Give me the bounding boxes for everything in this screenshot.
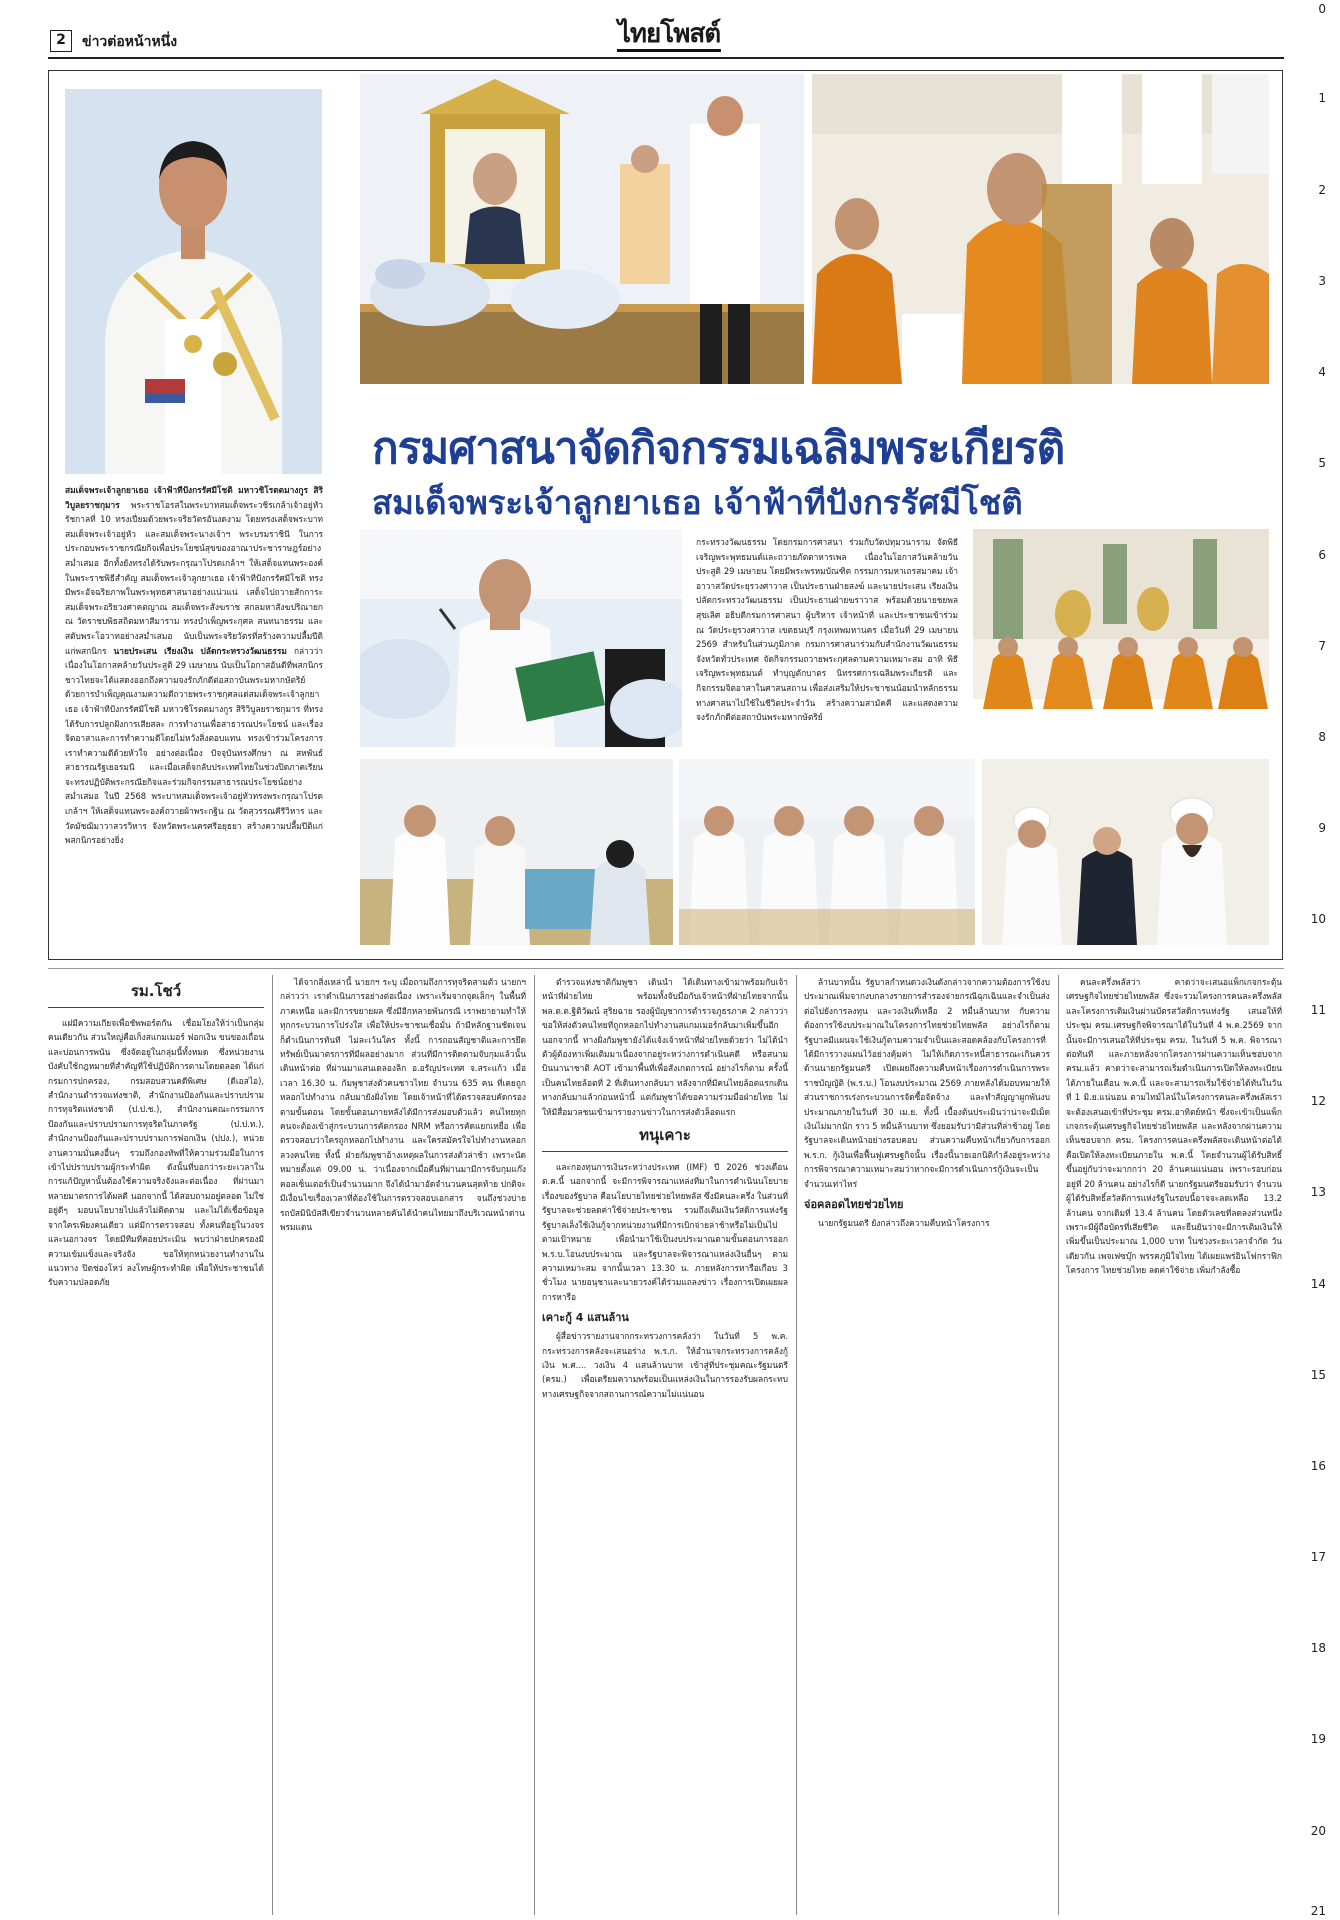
- column-1-heading: รม.โชว์: [48, 979, 264, 1008]
- feature-box: [48, 70, 1283, 960]
- row-number: 8: [1318, 730, 1326, 744]
- column-5-text: คนละครึ่งพลัสว่า คาดว่าจะเสนอแพ็กเกจกระตุ้นเศรษฐกิจไทยช่วยไทยพลัส ซึ่งจะรวมโครงการคนละครึ่งพลัส และโครงการเติมเงินผ่านบัตรสวัสดิการแห่งรัฐ เสนอให้ที่ประชุม ครม.เศรษฐกิจพิจารณาได้ในวันที่ 4 พ.ค.2569 จากนั้นจะมีการเสนอให้ที่ประชุม ครม. ในวันที่ 5 พ.ค. พิจารณาต่อทันที และภายหลังจากโครงการผ่านความเห็นชอบจาก ครม.แล้ว คาดว่าจะสามารถเริ่มดำเนินการเปิดให้ลงทะเบียนได้ภายในเดือน พ.ค.นี้ และจะสามารถเริ่มใช้จ่ายได้ทันในวันที่ 1 มิ.ย.แน่นอน ตามไทม์ไลน์ในโครงการคนละครึ่งพลัสเราจะต้องเสนอเข้าที่ประชุม ครม.อาทิตย์หน้า ซึ่งจะเข้าเป็นแพ็กเกจกระตุ้นเศรษฐกิจไทยช่วยไทยพลัส และหลังจากผ่านความเห็นชอบจาก ครม. โครงการคนละครึ่งพลัสจะเดินหน้าต่อได้ คือเปิดให้ลงทะเบียนภายใน พ.ค.นี้ โดยจำนวนผู้ได้รับสิทธิ์ขึ้นอยู่กับว่าจะมากกว่า 20 ล้านคนแน่นอน เพราะรอบก่อนอยู่ที่ 20 ล้านคน อย่างไรก็ดี นายกรัฐมนตรียอมรับว่า จำนวนผู้ได้รับสิทธิ์สวัสดิการแห่งรัฐในรอบนี้อาจจะลดเหลือ 13.2 ล้านคน จากเดิมที่ 13.4 ล้านคน โดยตัวเลขที่ลดลงส่วนหนึ่งเพราะมีผู้ถือบัตรที่เสียชีวิต และยืนยันว่าจะมีการเติมเงินให้เพิ่มขึ้นเป็นประมาณ 1,000 บาท ในช่วงระยะเวลาจำกัด วันเดียวกัน เพจเฟซบุ๊ก พรรคภูมิใจไทย ได้เผยแพร่อินโฟกราฟิกโครงการ ไทยช่วยไทย ลดค่าใช้จ่าย เพิ่มกำลังซื้อ: [1066, 977, 1282, 1276]
- headline: กรมศาสนาจัดกิจกรรมเฉลิมพระเกียรติ: [372, 423, 1065, 474]
- row-number: 7: [1318, 639, 1326, 653]
- row-number: 19: [1310, 1732, 1326, 1746]
- column-divider: [534, 975, 535, 1915]
- caption-text-2: กล่าวว่า เนื่องในโอกาสคล้ายวันประสูติ 29 เมษายน นับเป็นโอกาสอันดีที่พสกนิกรชาวไทยจะได้แสดงออกถึงความจงรักภักดีต่อสถาบันพระมหากษัตริย์ ด้วยการบำเพ็ญคุณงามความดีถวายพระราชกุศลแด่สมเด็จพระเจ้าลูกยาเธอ เจ้าฟ้าทีปังกรรัศมีโชติ มหาวชิโรตตมางกูร สิริวิบูลยราชกุมาร ที่ทรงได้รับการปลูกฝังการเสียสละ การทำงานเพื่อสาธารณประโยชน์ และเรื่องจิตอาสาและการทำความดีโดยไม่หวังสิ่งตอบแทน ทรงเข้าร่วมโครงการ เราทำความดีด้วยหัวใจ อย่างต่อเนื่อง ปัจจุบันทรงศึกษา ณ สหพันธ์สาธารณรัฐเยอรมนี และเมื่อเสด็จกลับประเทศไทยในช่วงปิดภาคเรียน จะทรงปฏิบัติพระกรณียกิจและร่วมกิจกรรมสาธารณประโยชน์อย่างสม่ำเสมอ ในปี 2568 พระบาทสมเด็จพระเจ้าอยู่หัวทรงพระกรุณาโปรดเกล้าฯ ให้เสด็จแทนพระองค์ถวายผ้าพระกฐิน ณ วัดสุวรรณคีรีวิหาร และวัดมัชฌิมาวาสวรวิหาร จังหวัดพระนครศรีอยุธยา สร้างความปลื้มปีติแก่พสกนิกรอย่างยิ่ง: [65, 645, 323, 846]
- monks-row-photo: [973, 529, 1269, 747]
- column-1-text: แฝมีความเกียจเพื่อชัพพอร์ตกัน เชื่อมโยงให้ว่าเป็นกลุ่มคนเดียวกัน ส่วนใหญ่คือเก็งสแกมเมอร์ ฟอกเงิน ขนของเถื่อน และบ่อนการพนัน ซึ่งจัดอยู่ในกลุ่มนี้ทั้งหมด ซึ่งหน่วยงานบังคับใช้กฎหมายที่สำคัญที่ใช้ปฏิบัติการตามโดยตลอด ได้แก่ กรมการปกครอง, กรมสอบสวนคดีพิเศษ (ดีเอสไอ), สำนักงานตำรวจแห่งชาติ, สำนักงานป้องกันและปราบปรามการทุจริตแห่งชาติ (ป.ป.ช.), สำนักงานคณะกรรมการป้องกันและปราบปรามการทุจริตในภาครัฐ (ป.ป.ท.), สำนักงานป้องกันและปราบปรามการฟอกเงิน (ปปง.), หน่วยงานความมั่นคงอื่นๆ รวมถึงกองทัพที่ให้ความร่วมมือในการเข้าไปปราบปรามผู้กระทำผิด ดังนั้นที่บอกว่าระยะเวลาในการแก้ปัญหานั้นต้องใช้ความจริงจังและต่อเนื่อง ที่ผ่านมาหลายมาตรการได้ผลดี นอกจากนี้ ได้สอบถามอยู่ตลอด ไม่ใช่อยู่ดีๆ มอบนโยบายไปแล้วไม่ติดตาม และไม่ได้เชื่อข้อมูลจากใครเพียงคนเดียว แต่มีการตรวจสอบ ทั้งคนที่อยู่ในวงจรและนอกวงจร โดยมีทีมที่คอยประเมิน พบว่าฝ่ายปกครองมีความเข้มแข็งและจริงจัง ขอให้ทุกหน่วยงานทำงานในแนวทาง ปิดช่องโหว่ ลงโทษผู้กระทำผิด เพื่อให้ประชาชนได้รับความปลอดภัย: [48, 1018, 264, 1288]
- column-divider: [1058, 975, 1059, 1915]
- middle-caption-text: กระทรวงวัฒนธรรม โดยกรมการศาสนา ร่วมกับวัดปทุมวนาราม จัดพิธีเจริญพระพุทธมนต์และถวายภัตตาหารเพล เนื่องในโอกาสวันคล้ายวันประสูติ 29 เมษายน โดยมีพระพรหมบัณฑิต กรรมการมหาเถรสมาคม เจ้าอาวาสวัดประยุรวงศาวาส เป็นประธานฝ่ายสงฆ์ และนายประเสน เรียงเงิน ปลัดกระทรวงวัฒนธรรม เป็นประธานฝ่ายฆราวาส พร้อมด้วยนายชยพล สุขเลิศ อธิบดีกรมการศาสนา ผู้บริหาร เจ้าหน้าที่ และประชาชนเข้าร่วม ณ วัดประยุรวงศาวาส เขตธนบุรี กรุงเทพมหานคร เมื่อวันที่ 29 เมษายน 2569 สำหรับในส่วนภูมิภาค กรมการศาสนาร่วมกับสำนักงานวัฒนธรรมจังหวัดทั่วประเทศ จัดกิจกรรมถวายพระกุศลตามความเหมาะสม อาทิ พิธีเจริญพระพุทธมนต์ ทำบุญตักบาตร นิทรรศการเฉลิมพระเกียรติ และกิจกรรมจิตอาสาในศาสนสถาน เพื่อส่งเสริมให้ประชาชนน้อมนำหลักธรรมทางศาสนาไปใช้ในชีวิตประจำวัน สร้างความสามัคคี และแสดงความจงรักภักดีต่อสถาบันพระมหากษัตริย์: [696, 537, 958, 723]
- column-2: [280, 975, 526, 1915]
- left-caption: [65, 483, 323, 953]
- row-number: 2: [1318, 183, 1326, 197]
- column-2-text: ได้จากสิ่งเหล่านี้ นายกฯ ระบุ เมื่อถามถึงการทุจริตสามตัว นายกฯ กล่าวว่า เราดำเนินการอย่างต่อเนื่อง เพราะเริ่มจากจุดเล็กๆ ในพื้นที่ภาคเหนือ และมีการขยายผล ซึ่งมีอีกหลายพันกรณี เราพยายามทำให้ทุกกระบวนการโปร่งใส เพื่อให้ประชาชนเชื่อมั่น ถ้ามีหลักฐานชัดเจนก็ดำเนินการทันที ไม่ละเว้นใคร ทั้งนี้ การถอนสัญชาติและการยึดทรัพย์เป็นมาตรการที่มีผลอย่างมาก ส่วนที่มีการติดตามจับกุมแล้วนั้นเดินหน้าต่อ ที่ผ่านมาแสนเดลองลิก อ.อรัญประเทศ จ.สระแก้ว เมื่อเวลา 16.30 น. กัมพูชาส่งตัวคนชาวไทย จำนวน 635 คน ที่เคยถูกหลอกไปทำงาน กลับมายังฝั่งไทย โดยเจ้าหน้าที่ได้ตรวจสอบคัดกรองตามขั้นตอน โดยขั้นตอนภายหลังได้มีการส่งมอบตัวแล้ว คนไทยทุกคนจะต้องเข้าสู่กระบวนการคัดกรอง NRM หรือการคัดแยกเหยื่อ เพื่อตรวจสอบว่าใครถูกหลอกไปทำงาน และใครสมัครใจไปทำงานหลอกลวงคนไทย ทั้งนี้ ฝ่ายกัมพูชาอ้างเหตุผลในการส่งตัวล่าช้า เพราะนัดหมายตั้งแต่ 09.00 น. ว่าเนื่องจากเมื่อคืนที่ผ่านมามีการจับกุมแก๊งคอลเซ็นเตอร์เป็นจำนวนมาก จึงได้นำมาอัดจำนวนคนสุดท้าย ปกติจะมีเงื่อนไขเรื่องเวลาที่ต้องใช้ในการตรวจสอบเอกสาร จนถึงช่วงบ่าย รถบัสมินิบัสสีเขียวจำนวนหลายคันได้นำคนไทยมาถึงบริเวณหน้าด่านพรมแดน: [280, 977, 526, 1232]
- speaker-photo: [360, 529, 682, 747]
- subheadline: สมเด็จพระเจ้าลูกยาเธอ เจ้าฟ้าทีปังกรรัศมีโชติ: [372, 483, 1023, 522]
- row-number: 9: [1318, 821, 1326, 835]
- row-number: 10: [1310, 912, 1326, 926]
- middle-caption: [696, 535, 958, 743]
- column-3-text-3: ผู้สื่อข่าวรายงานจากกระทรวงการคลังว่า ในวันที่ 5 พ.ค. กระทรวงการคลังจะเสนอร่าง พ.ร.ก. ให้อำนาจกระทรวงการคลังกู้เงิน พ.ศ.... วงเงิน 4 แสนล้านบาท เข้าสู่ที่ประชุมคณะรัฐมนตรี (ครม.) เพื่อเตรียมความพร้อมเป็นแหล่งเงินในการรองรับผลกระทบทางเศรษฐกิจจากสถานการณ์ความไม่แน่นอน: [542, 1331, 788, 1399]
- row-number: 15: [1310, 1368, 1326, 1382]
- page-number: 2: [50, 30, 72, 52]
- row-number: 17: [1310, 1550, 1326, 1564]
- feature-bottom-rule: [48, 968, 1284, 969]
- column-divider: [272, 975, 273, 1915]
- row-number: 14: [1310, 1277, 1326, 1291]
- row-number: 5: [1318, 456, 1326, 470]
- row-number: 3: [1318, 274, 1326, 288]
- column-4-text-2: นายกรัฐมนตรี ยังกล่าวถึงความคืบหน้าโครงการ: [818, 1218, 990, 1229]
- column-4-subheading: จ่อคลอดไทยช่วยไทย: [804, 1198, 904, 1212]
- caption-lead: สมเด็จพระเจ้าลูกยาเธอ เจ้าฟ้าทีปังกรรัศมีโชติ มหาวชิโรตตมางกูร สิริวิบูลยราชกุมาร: [65, 485, 323, 510]
- row-number: 0: [1318, 2, 1326, 16]
- monks-photo: [812, 74, 1269, 384]
- column-4-text: ล้านบาทนั้น รัฐบาลกำหนดวงเงินดังกล่าวจากความต้องการใช้งบประมาณเพิ่มจากงบกลางรายการสำรองจ่ายกรณีฉุกเฉินและจำเป็นส่งต่อไปยังการลงทุน และวงเงินที่เหลือ 2 หมื่นล้านบาท กับความต้องการใช้งบประมาณในโครงการไทยช่วยไทยพลัส อย่างไรก็ตาม รัฐบาลมีแผนจะใช้เงินกู้ตามความจำเป็นและสอดคล้องกับโครงการที่ได้มีการวางแผนไว้อย่างคุ้มค่า ไม่ให้เกิดภาระหนี้สาธารณะเกินควร ด้านนายกรัฐมนตรี เปิดเผยถึงความคืบหน้าเรื่องการดำเนินการพระราชบัญญัติ (พ.ร.บ.) โอนงบประมาณ 2569 ภายหลังได้มอบหมายให้ส่วนราชการเร่งกระบวนการจัดซื้อจัดจ้าง และทำสัญญาผูกพันงบประมาณภายในวันที่ 30 เม.ย. ทั้งนี้ เบื้องต้นประเมินว่าน่าจะมีเม็ดเงินไม่มากนัก ราว 5 หมื่นล้านบาท ซึ่งยอมรับว่ามีส่วนที่ล่าช้าอยู่ โดยรัฐบาลจะเดินหน้าอย่างรอบคอบ ส่วนความคืบหน้าเกี่ยวกับการออก พ.ร.ก. กู้เงินเพื่อฟื้นฟูเศรษฐกิจนั้น เรื่องนี้นายเอกนิติกำลังอยู่ระหว่างการพิจารณาความเหมาะสมว่าหากจะมีการดำเนินการกู้เงินจะเป็นจำนวนเท่าไหร่: [804, 977, 1050, 1189]
- row-number: 21: [1310, 1904, 1326, 1918]
- masthead-rule: [617, 49, 721, 52]
- column-3-heading: ทนุเคาะ: [542, 1123, 788, 1152]
- section-title: ข่าวต่อหน้าหนึ่ง: [82, 34, 178, 50]
- caption-text: พระราชโอรสในพระบาทสมเด็จพระวชิรเกล้าเจ้าอยู่หัว รัชกาลที่ 10 ทรงเปี่ยมด้วยพระจริยวัตรอันงดงาม โดยทรงเสด็จพระบาทสมเด็จพระเจ้าอยู่หัว และสมเด็จพระนางเจ้าฯ พระบรมราชินี ในการประกอบพระราชกรณียกิจเพื่อประโยชน์สุขของอาณาประชาราษฎร์อย่างสม่ำเสมอ อีกทั้งยังทรงได้รับพระกรุณาโปรดเกล้าฯ ให้เสด็จแทนพระองค์ในพระราชพิธีสำคัญ สมเด็จพระเจ้าลูกยาเธอ เจ้าฟ้าทีปังกรรัศมีโชติ ทรงมีพระอัจฉริยภาพในพระพุทธศาสนาอย่างแน่วแน่ เสด็จไปถวายสักการะสมเด็จพระอริยวงศาคตญาณ สมเด็จพระสังฆราช สกลมหาสังฆปริณายก ณ วัดราชบพิธสถิตมหาสีมาราม ทรงบำเพ็ญพระกุศล สนทนาธรรม และสดับพระโอวาทอย่างสม่ำเสมอ นับเป็นพระจริยวัตรที่สร้างความปลื้มปีติแก่พสกนิกร: [65, 499, 323, 656]
- ceremony-photo: [360, 759, 673, 945]
- caption-speaker: นายประเสน เรียงเงิน ปลัดกระทรวงวัฒนธรรม: [113, 645, 287, 656]
- column-3-text-2: และกองทุนการเงินระหว่างประเทศ (IMF) ปี 2026 ช่วงเดือน ต.ค.นี้ นอกจากนี้ จะมีการพิจารณาแหล่งที่มาในการดำเนินนโยบายเรื่องของรัฐบาล คือนโยบายไทยช่วยไทยพลัส ซึ่งมีคนละครึ่ง ในส่วนที่รัฐบาลจะช่วยลดค่าใช้จ่ายประชาชน รวมถึงเติมเงินวัสดิการแห่งรัฐ รัฐบาลเล็งใช้เงินกู้จากหน่วยงานที่มีการเบิกจ่ายล่าช้าหรือไม่เป็นไปตามเป้าหมาย เพื่อนำมาใช้เป็นงบประมาณตามขั้นตอนการออก พ.ร.บ.โอนงบประมาณ และรัฐบาลจะพิจารณาแหล่งเงินอื่นๆ ตามความเหมาะสม จากนั้นเวลา 13.30 น. ภายหลังการหารือเกือบ 3 ชั่วโมง นายอนุชาและนายวรงค์ได้ร่วมแถลงข่าว เรื่องการเปิดเผยผลการหารือ: [542, 1162, 788, 1302]
- column-3-text: ตำรวจแห่งชาติกัมพูชา เดินนำ ได้เดินทางเข้ามาพร้อมกับเจ้าหน้าที่ฝ่ายไทย พร้อมทั้งจับมือกับเจ้าหน้าที่ฝ่ายไทยจากนั้น พล.ต.ต.ฐิติวัฒน์ สุริยฉาย รองผู้บัญชาการตำรวจภูธรภาค 2 กล่าวว่า ขอให้ส่งตัวคนไทยที่ถูกหลอกไปทำงานสแกมเมอร์กลับมาเพิ่มขึ้นอีก นอกจากนี้ ทางฝั่งกัมพูชายังได้แจ้งเจ้าหน้าที่ฝ่ายไทยด้วยว่า ไม่ได้นำตัวผู้ต้องหาเพิ่มเติมมาเนื่องจากอยู่ระหว่างการดำเนินคดี หรือสนามบินนานาชาติ AOT เข้ามาพื้นที่เพื่อสังเกตการณ์ อย่างไรก็ตาม ครั้งนี้เป็นคนไทยล้อตที่ 2 ที่เดินทางกลับมา หลังจากที่มีคนไทยล้อตแรกเดินทางกลับมาแล้วก่อนหน้านี้ แต่กัมพูชาได้ขอความร่วมมือฝ่ายไทย ไม่ให้มีสื่อมวลชนเข้ามารายงานข่าวในการส่งตัวล็อตแรก: [542, 977, 788, 1117]
- row-number: 12: [1310, 1094, 1326, 1108]
- column-4: [804, 975, 1050, 1915]
- row-number: 1: [1318, 91, 1326, 105]
- column-3-subheading: เคาะกู้ 4 แสนล้าน: [542, 1311, 629, 1325]
- row-number: 16: [1310, 1459, 1326, 1473]
- interfaith-photo: [982, 759, 1269, 945]
- column-divider: [796, 975, 797, 1915]
- row-number: 20: [1310, 1824, 1326, 1838]
- row-number: 6: [1318, 548, 1326, 562]
- row-number: 4: [1318, 365, 1326, 379]
- column-1: [48, 975, 264, 1915]
- row-number: 11: [1310, 1003, 1326, 1017]
- column-3: [542, 975, 788, 1915]
- row-number: 13: [1310, 1185, 1326, 1199]
- column-5: [1066, 975, 1282, 1915]
- portrait-photo: [65, 89, 322, 474]
- row-number: 18: [1310, 1641, 1326, 1655]
- header-rule: [48, 57, 1284, 59]
- masthead: [617, 20, 721, 52]
- masthead-name: ไทยโพสต์: [617, 19, 721, 49]
- officials-photo: [679, 759, 975, 945]
- shrine-photo: [360, 74, 804, 384]
